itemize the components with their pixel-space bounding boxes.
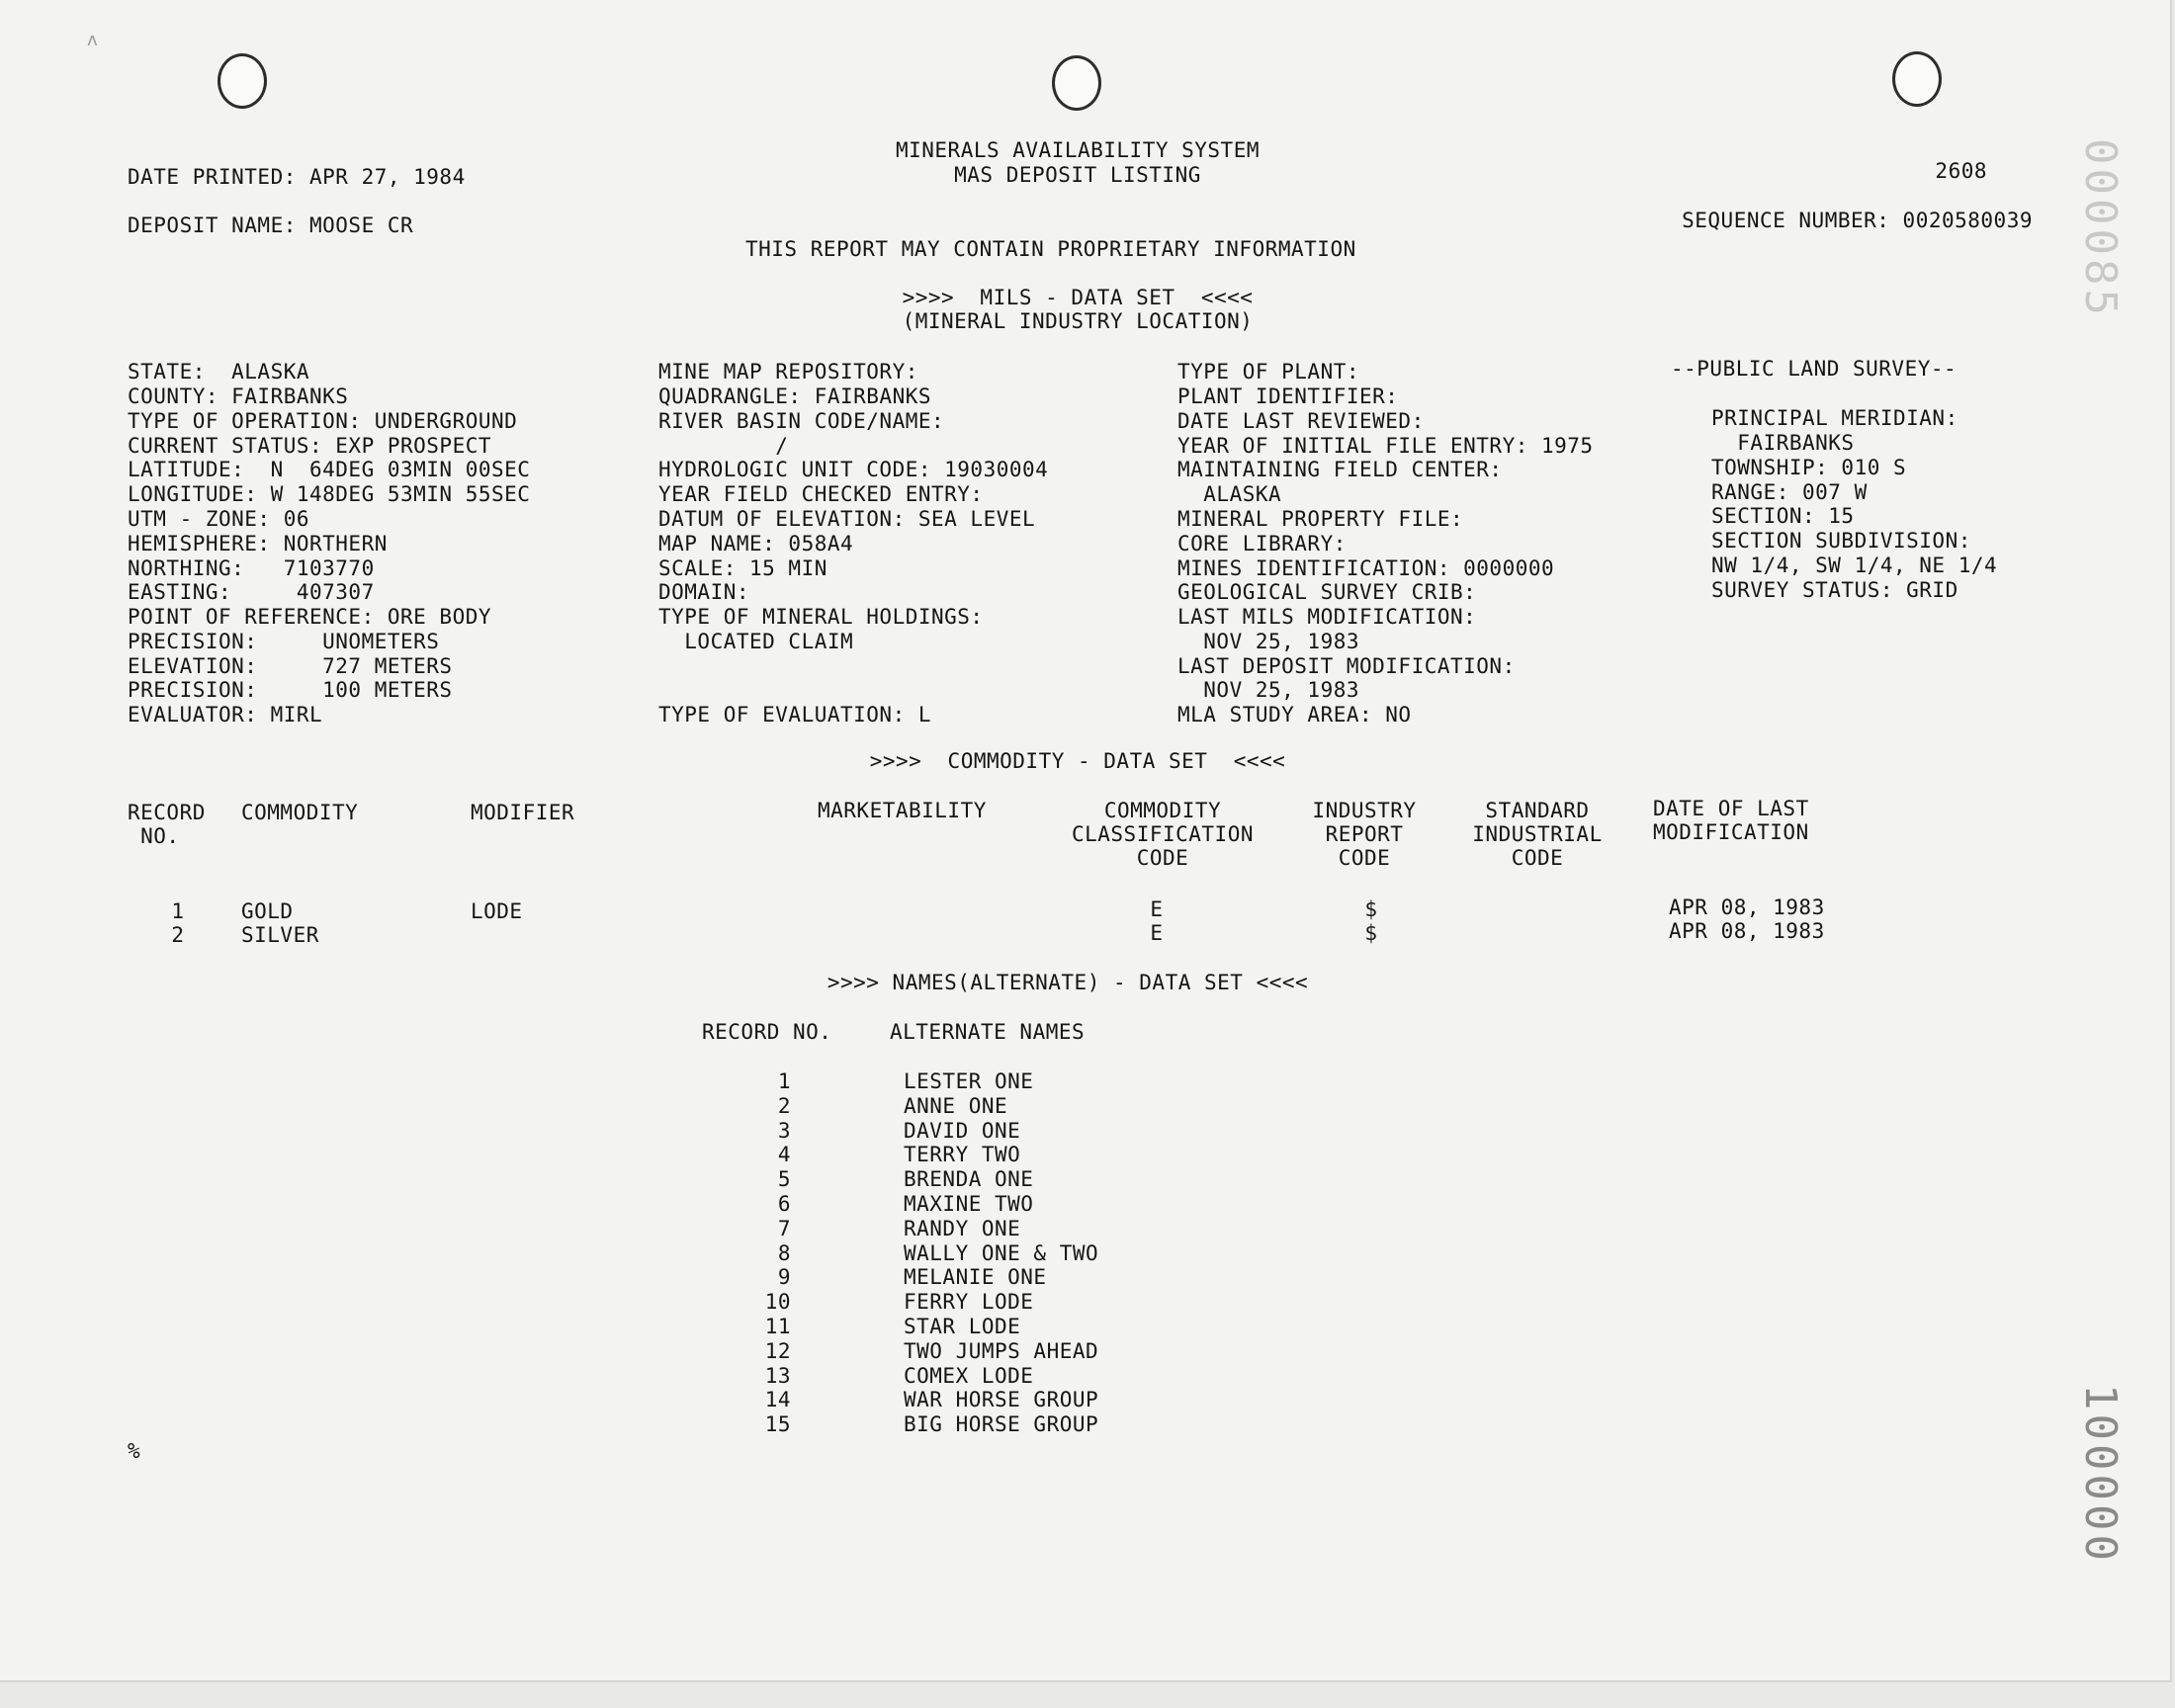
smudge-mark: ʌ (87, 30, 98, 50)
col-date-last-modification: DATE OF LAST MODIFICATION (1653, 797, 1809, 844)
col-commodity: COMMODITY (241, 801, 359, 824)
deposit-name: DEPOSIT NAME: MOOSE CR (128, 214, 414, 237)
mils-field: RIVER BASIN CODE/NAME: (658, 409, 945, 433)
mils-field: CORE LIBRARY: (1177, 532, 1347, 555)
punch-hole-left (218, 53, 267, 109)
col-modifier: MODIFIER (471, 801, 575, 824)
page-number: 2608 (1935, 159, 1987, 183)
mils-field: TYPE OF MINERAL HOLDINGS: (658, 605, 984, 629)
list-item-no: 5 (777, 1167, 791, 1191)
list-item: WALLY ONE & TWO (904, 1241, 1099, 1265)
survey-field: SECTION SUBDIVISION: (1711, 529, 1971, 553)
list-item-no: 8 (777, 1241, 791, 1265)
names-heading: >>>> NAMES(ALTERNATE) - DATA SET <<<< (826, 971, 1309, 994)
mils-field: LATITUDE: N 64DEG 03MIN 00SEC (128, 458, 531, 481)
mils-field: MAINTAINING FIELD CENTER: (1177, 458, 1503, 481)
col-standard-industrial-code: STANDARD INDUSTRIAL CODE (1472, 799, 1603, 870)
commodity-name: GOLD (241, 899, 294, 923)
report-code: $ (1364, 921, 1378, 945)
list-item: ANNE ONE (904, 1094, 1008, 1118)
mils-field: ALASKA (1177, 482, 1282, 506)
listing-title: MAS DEPOSIT LISTING (954, 163, 1201, 187)
survey-field: SECTION: 15 (1711, 504, 1855, 528)
mils-field: GEOLOGICAL SURVEY CRIB: (1177, 580, 1477, 604)
list-item-no: 10 (764, 1290, 791, 1314)
mils-field: UTM - ZONE: 06 (128, 507, 310, 531)
date-printed: DATE PRINTED: APR 27, 1984 (128, 165, 466, 189)
mils-field: TYPE OF OPERATION: UNDERGROUND (128, 409, 518, 433)
commodity-name: SILVER (241, 923, 319, 947)
mils-field: STATE: ALASKA (128, 360, 310, 384)
mils-field: EVALUATOR: MIRL (128, 703, 323, 726)
list-item: MELANIE ONE (904, 1265, 1047, 1289)
mils-heading: >>>> MILS - DATA SET <<<< (902, 286, 1254, 309)
list-item-no: 7 (777, 1217, 791, 1240)
mils-field: LAST MILS MODIFICATION: (1177, 605, 1477, 629)
survey-field: NW 1/4, SW 1/4, NE 1/4 (1711, 554, 1998, 577)
mils-field: EASTING: 407307 (128, 580, 375, 604)
list-item-no: 3 (777, 1119, 791, 1143)
list-item: TWO JUMPS AHEAD (904, 1339, 1099, 1363)
list-item-no: 9 (777, 1265, 791, 1289)
mils-field: SCALE: 15 MIN (658, 556, 827, 580)
mils-field: DATE LAST REVIEWED: (1177, 409, 1425, 433)
modification-date: APR 08, 1983 (1669, 919, 1825, 943)
mils-field: NORTHING: 7103770 (128, 556, 375, 580)
list-item: BRENDA ONE (904, 1167, 1034, 1191)
mils-field: PRECISION: UNOMETERS (128, 630, 440, 653)
list-item: FERRY LODE (904, 1290, 1034, 1314)
mils-field: POINT OF REFERENCE: ORE BODY (128, 605, 492, 629)
mils-field: PRECISION: 100 METERS (128, 678, 453, 702)
page-stamp: 100000 (2075, 1384, 2126, 1565)
list-item: LESTER ONE (904, 1069, 1034, 1093)
list-item-no: 13 (764, 1364, 791, 1388)
classification-code: E (1150, 897, 1164, 921)
mils-field: YEAR FIELD CHECKED ENTRY: (658, 482, 984, 506)
mils-field: LOCATED CLAIM (658, 630, 854, 653)
list-item: TERRY TWO (904, 1143, 1021, 1166)
public-land-survey-title: --PUBLIC LAND SURVEY-- (1671, 357, 1958, 381)
report-code: $ (1364, 897, 1378, 921)
mils-field: LAST DEPOSIT MODIFICATION: (1177, 654, 1516, 678)
mils-field: NOV 25, 1983 (1177, 678, 1360, 702)
col-marketability: MARKETABILITY (818, 799, 987, 822)
mils-field: NOV 25, 1983 (1177, 630, 1360, 653)
list-item-no: 1 (777, 1069, 791, 1093)
mils-field: / (658, 434, 789, 458)
list-item-no: 6 (777, 1192, 791, 1216)
col-classification-code: COMMODITY CLASSIFICATION CODE (1071, 799, 1254, 870)
list-item-no: 4 (777, 1143, 791, 1166)
list-item-no: 11 (764, 1315, 791, 1338)
mils-field: HEMISPHERE: NORTHERN (128, 532, 388, 555)
page-stamp-faint: 000085 (2075, 138, 2126, 319)
mils-field: HYDROLOGIC UNIT CODE: 19030004 (658, 458, 1049, 481)
mils-field: MLA STUDY AREA: NO (1177, 703, 1412, 726)
mils-field: DATUM OF ELEVATION: SEA LEVEL (658, 507, 1036, 531)
mils-field: QUADRANGLE: FAIRBANKS (658, 384, 932, 408)
mils-field: MINES IDENTIFICATION: 0000000 (1177, 556, 1555, 580)
classification-code: E (1150, 921, 1164, 945)
sequence-number: SEQUENCE NUMBER: 0020580039 (1682, 209, 2033, 232)
mils-field: TYPE OF PLANT: (1177, 360, 1360, 384)
col-record-no: RECORD NO. (128, 801, 206, 848)
mils-field: MAP NAME: 058A4 (658, 532, 854, 555)
list-item-no: 2 (777, 1094, 791, 1118)
commodity-modifier: LODE (471, 899, 523, 923)
punch-hole-center (1052, 55, 1101, 111)
mils-field: PLANT IDENTIFIER: (1177, 384, 1399, 408)
col-industry-report-code: INDUSTRY REPORT CODE (1312, 799, 1417, 870)
mils-field: YEAR OF INITIAL FILE ENTRY: 1975 (1177, 434, 1594, 458)
list-item: DAVID ONE (904, 1119, 1021, 1143)
mils-field: LONGITUDE: W 148DEG 53MIN 55SEC (128, 482, 531, 506)
mils-field: ELEVATION: 727 METERS (128, 654, 453, 678)
list-item-no: 14 (764, 1388, 791, 1411)
record-no: 1 (171, 899, 185, 923)
punch-hole-right (1892, 51, 1942, 107)
list-item: STAR LODE (904, 1315, 1021, 1338)
percent-mark: % (128, 1439, 141, 1463)
survey-field: TOWNSHIP: 010 S (1711, 456, 1907, 479)
list-item: RANDY ONE (904, 1217, 1021, 1240)
record-no: 2 (171, 923, 185, 947)
survey-field: RANGE: 007 W (1711, 480, 1868, 504)
list-item: BIG HORSE GROUP (904, 1412, 1099, 1436)
mils-field: MINE MAP REPOSITORY: (658, 360, 918, 384)
commodity-heading: >>>> COMMODITY - DATA SET <<<< (869, 749, 1286, 773)
list-item: COMEX LODE (904, 1364, 1034, 1388)
list-item: MAXINE TWO (904, 1192, 1034, 1216)
mils-field: CURRENT STATUS: EXP PROSPECT (128, 434, 492, 458)
list-item-no: 15 (764, 1412, 791, 1436)
modification-date: APR 08, 1983 (1669, 896, 1825, 919)
survey-field: SURVEY STATUS: GRID (1711, 578, 1958, 602)
mils-field: COUNTY: FAIRBANKS (128, 384, 349, 408)
mils-field: TYPE OF EVALUATION: L (658, 703, 932, 726)
list-item: WAR HORSE GROUP (904, 1388, 1099, 1411)
list-item-no: 12 (764, 1339, 791, 1363)
system-title: MINERALS AVAILABILITY SYSTEM (895, 138, 1260, 162)
mils-field: MINERAL PROPERTY FILE: (1177, 507, 1464, 531)
mils-field: DOMAIN: (658, 580, 750, 604)
survey-field: FAIRBANKS (1711, 431, 1855, 455)
mils-subheading: (MINERAL INDUSTRY LOCATION) (902, 309, 1254, 333)
col-names-record-no: RECORD NO. (702, 1020, 832, 1044)
proprietary-notice: THIS REPORT MAY CONTAIN PROPRIETARY INFORMATION (745, 237, 1356, 261)
survey-field: PRINCIPAL MERIDIAN: (1711, 406, 1958, 430)
col-alternate-names: ALTERNATE NAMES (890, 1020, 1086, 1044)
